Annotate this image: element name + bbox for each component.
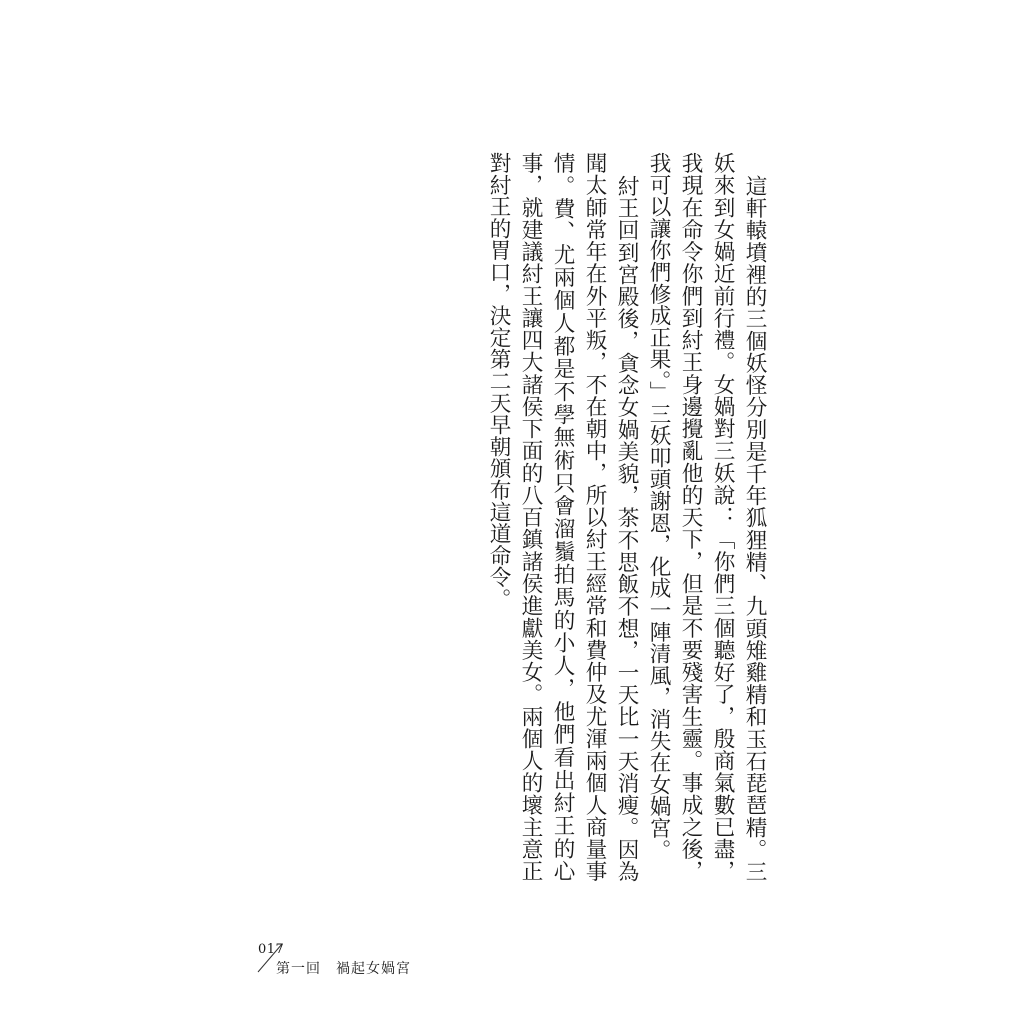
page-footer: [252, 938, 452, 988]
paragraph-1: 這軒轅墳裡的三個妖怪分別是千年狐狸精、九頭雉雞精和玉石琵琶精。三妖來到女媧近前行禮。女媧對三妖說：「你們三個聽好了，殷商氣數已盡，我現在命令你們到紂王身邊攪亂他的天下，但是不要殘害生靈。事成之後，我可以讓你們修成正果。」三妖叩頭謝恩，化成一陣清風，消失在女媧宮。: [646, 152, 767, 882]
paragraph-2: 紂王回到宮殿後，貪念女媧美貌，茶不思飯不想，一天比一天消瘦。因為聞太師常年在外平叛，不在朝中，所以紂王經常和費仲及尤渾兩個人商量事情。費、尤兩個人都是不學無術只會溜鬚拍馬的小人，他們看出紂王的心事，就建議紂王讓四大諸侯下面的八百鎮諸侯進獻美女。兩個人的壞主意正對紂王的胃口，決定第二天早朝頒布這道命令。: [486, 152, 639, 882]
page-number: 017: [258, 942, 285, 957]
body-text: [482, 152, 770, 882]
chapter-title: 第一回 禍起女媧宮: [276, 961, 411, 977]
